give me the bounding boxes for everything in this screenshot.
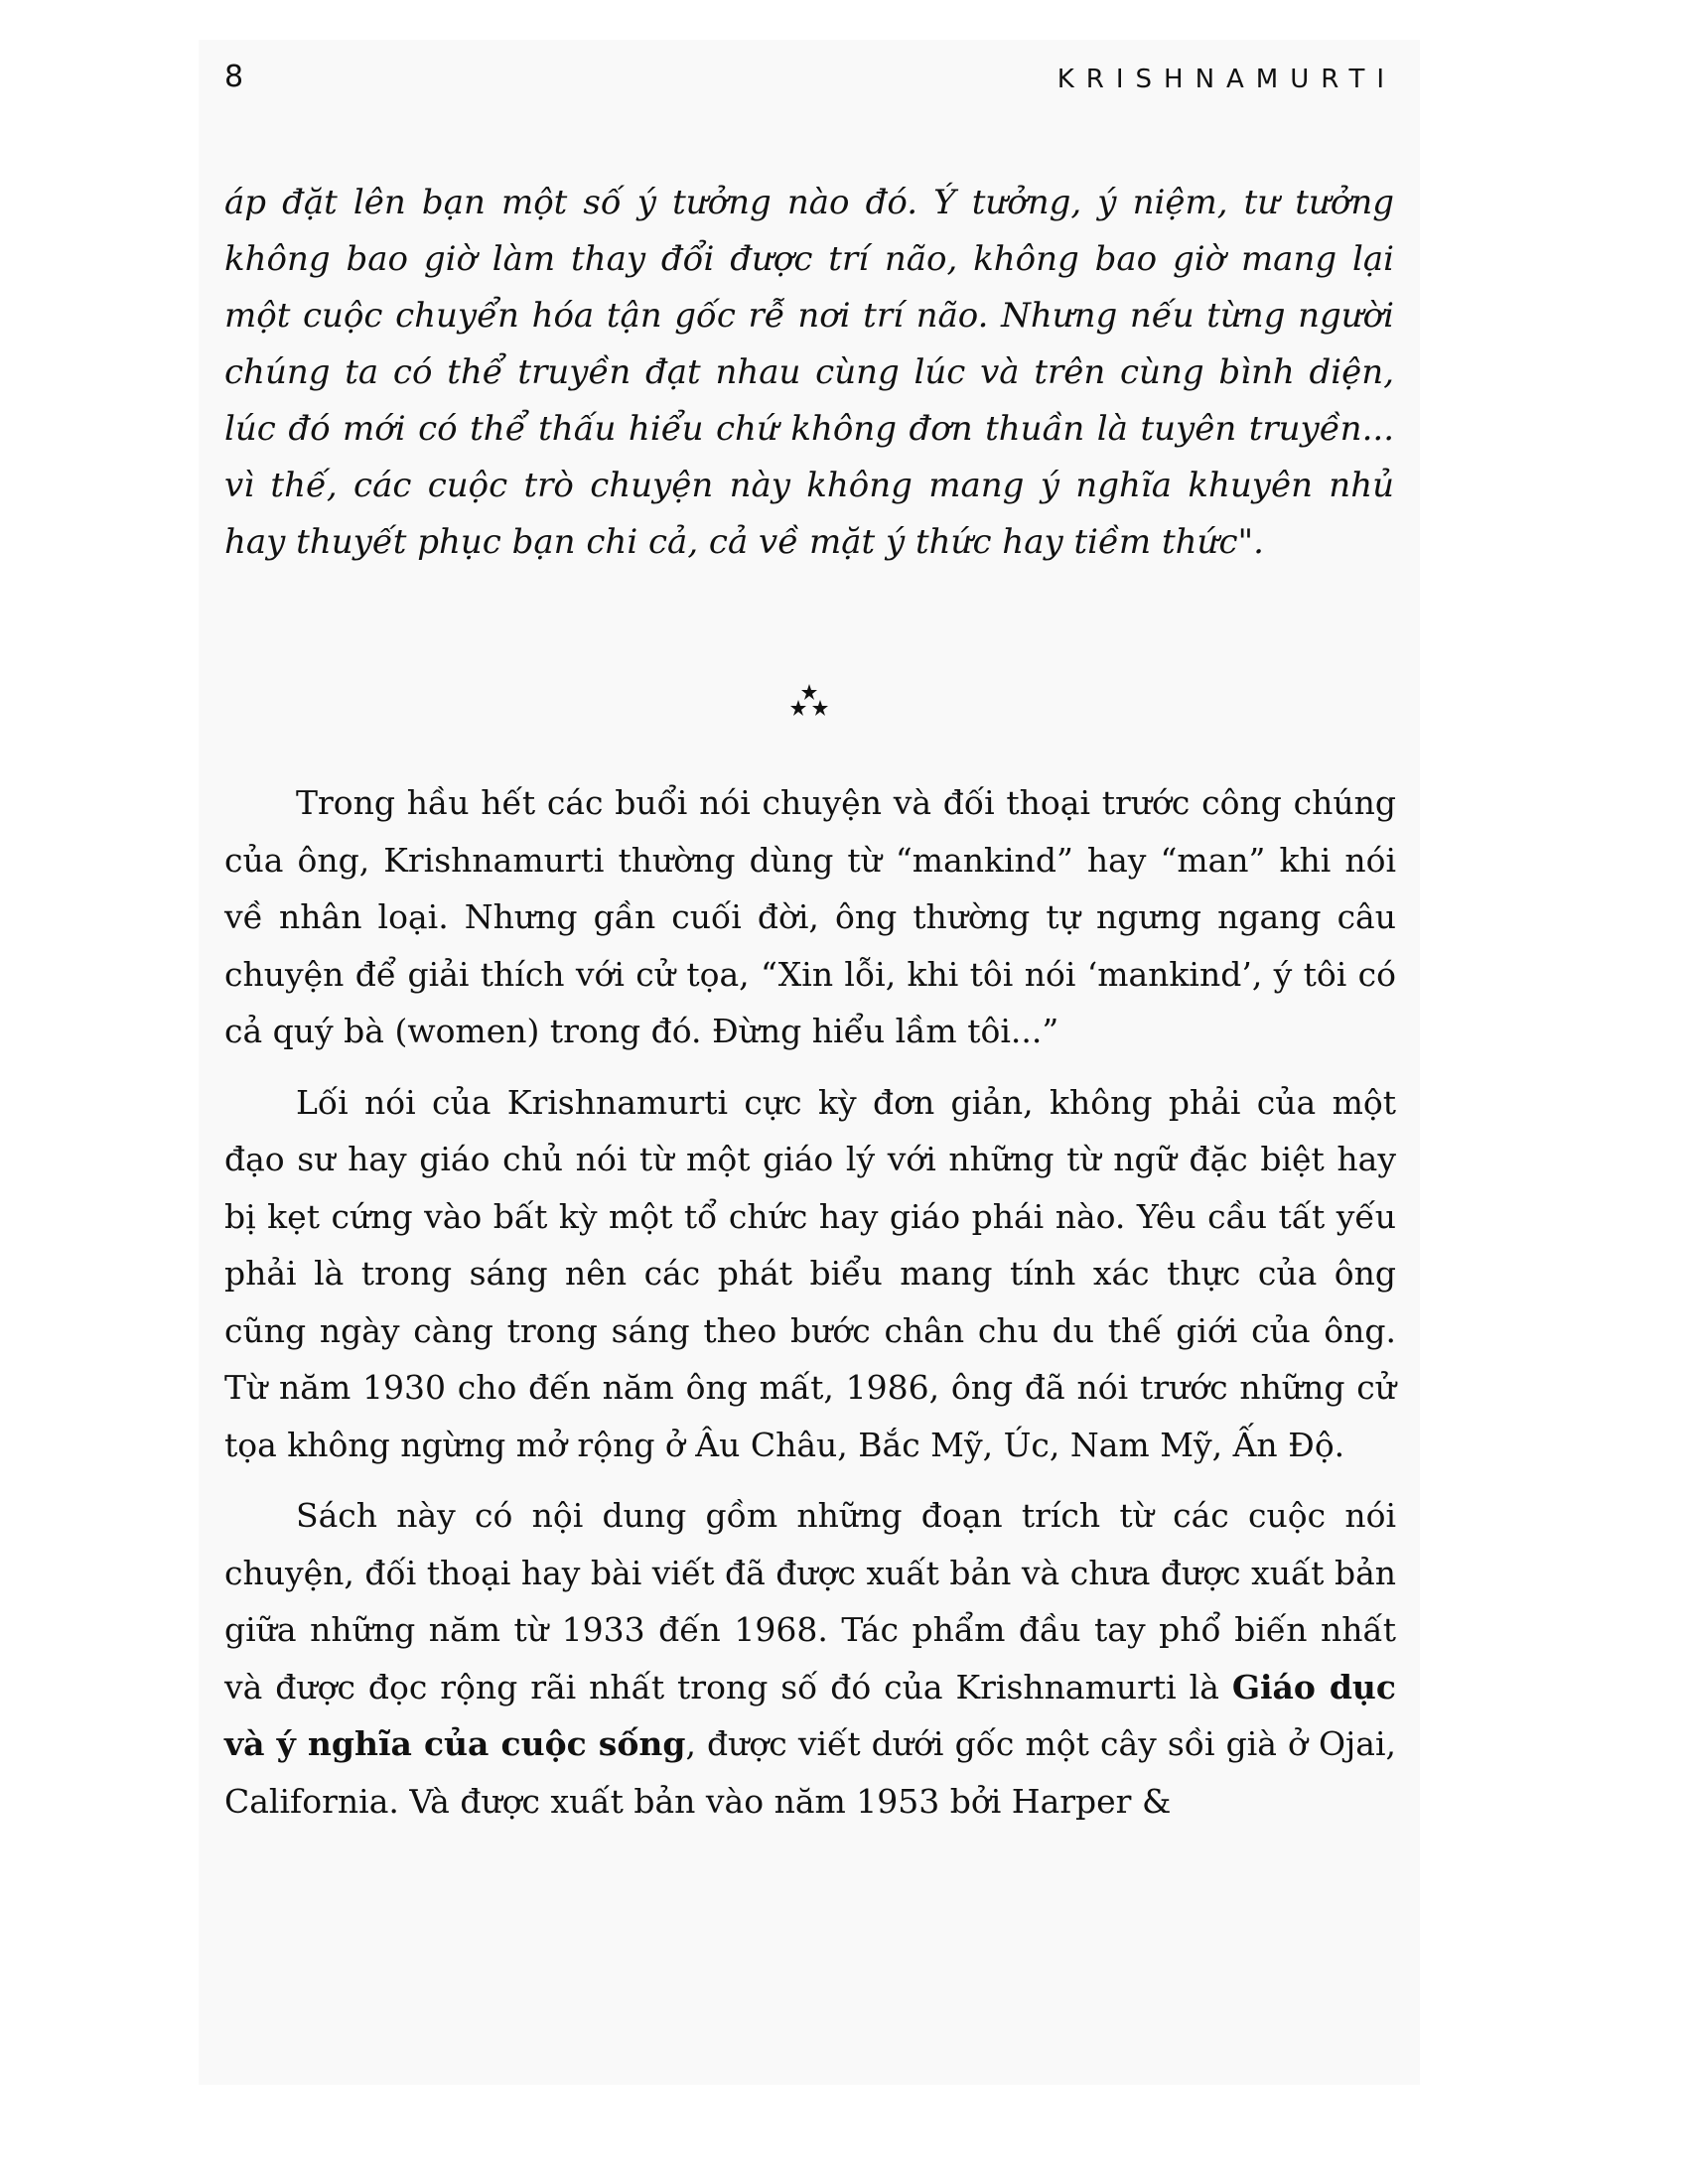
paragraph-3-text: Sách này có nội dung gồm những đoạn trích từ các cuộc nói chuyện, đối thoại hay bài viết đã được xuất bản và chưa được xuất bản giữa những năm từ 1933 đến 1968. Tác phẩm đầu tay phổ biến nhất và được đọc rộng rãi nhất trong số đó của Krishnamurti là <box>224 1496 1396 1706</box>
book-title: Giáo dục và ý nghĩa của cuộc sống <box>224 1667 1396 1763</box>
asterism-icon <box>784 678 834 728</box>
paragraph-3 <box>224 1487 1396 1830</box>
running-head: KRISHNAMURTI <box>1056 65 1396 94</box>
page-number: 8 <box>224 60 244 94</box>
quote-paragraph: áp đặt lên bạn một số ý tưởng nào đó. Ý tưởng, ý niệm, tư tưởng không bao giờ làm thay đổi được trí não, không bao giờ mang lại một cuộc chuyển hóa tận gốc rễ nơi trí não. Nhưng nếu từng người chúng ta có thể truyền đạt nhau cùng lúc và trên cùng bình diện, lúc đó mới có thể thấu hiểu chứ không đơn thuần là tuyên truyền... vì thế, các cuộc trò chuyện này không mang ý nghĩa khuyên nhủ hay thuyết phục bạn chi cả, cả về mặt ý thức hay tiềm thức". <box>224 183 1394 562</box>
paragraph-2: Lối nói của Krishnamurti cực kỳ đơn giản, không phải của một đạo sư hay giáo chủ nói từ một giáo lý với những từ ngữ đặc biệt hay bị kẹt cứng vào bất kỳ một tổ chức hay giáo phái nào. Yêu cầu tất yếu phải là trong sáng nên các phát biểu mang tính xác thực của ông cũng ngày càng trong sáng theo bước chân chu du thế giới của ông. Từ năm 1930 cho đến năm ông mất, 1986, ông đã nói trước những cử tọa không ngừng mở rộng ở Âu Châu, Bắc Mỹ, Úc, Nam Mỹ, Ấn Độ. <box>224 1082 1396 1464</box>
body-text <box>224 774 1396 1843</box>
page-header <box>224 58 1396 107</box>
paragraph-1: Trong hầu hết các buổi nói chuyện và đối thoại trước công chúng của ông, Krishnamurti thường dùng từ “mankind” hay “man” khi nói về nhân loại. Nhưng gần cuối đời, ông thường tự ngưng ngang câu chuyện để giải thích với cử tọa, “Xin lỗi, khi tôi nói ‘mankind’, ý tôi có cả quý bà (women) trong đó. Đừng hiểu lầm tôi...” <box>224 783 1396 1050</box>
paragraph-3-continuation: , được viết dưới gốc một cây sồi già ở Ojai, California. Và được xuất bản vào năm 1953 bởi Harper & <box>224 1724 1396 1821</box>
